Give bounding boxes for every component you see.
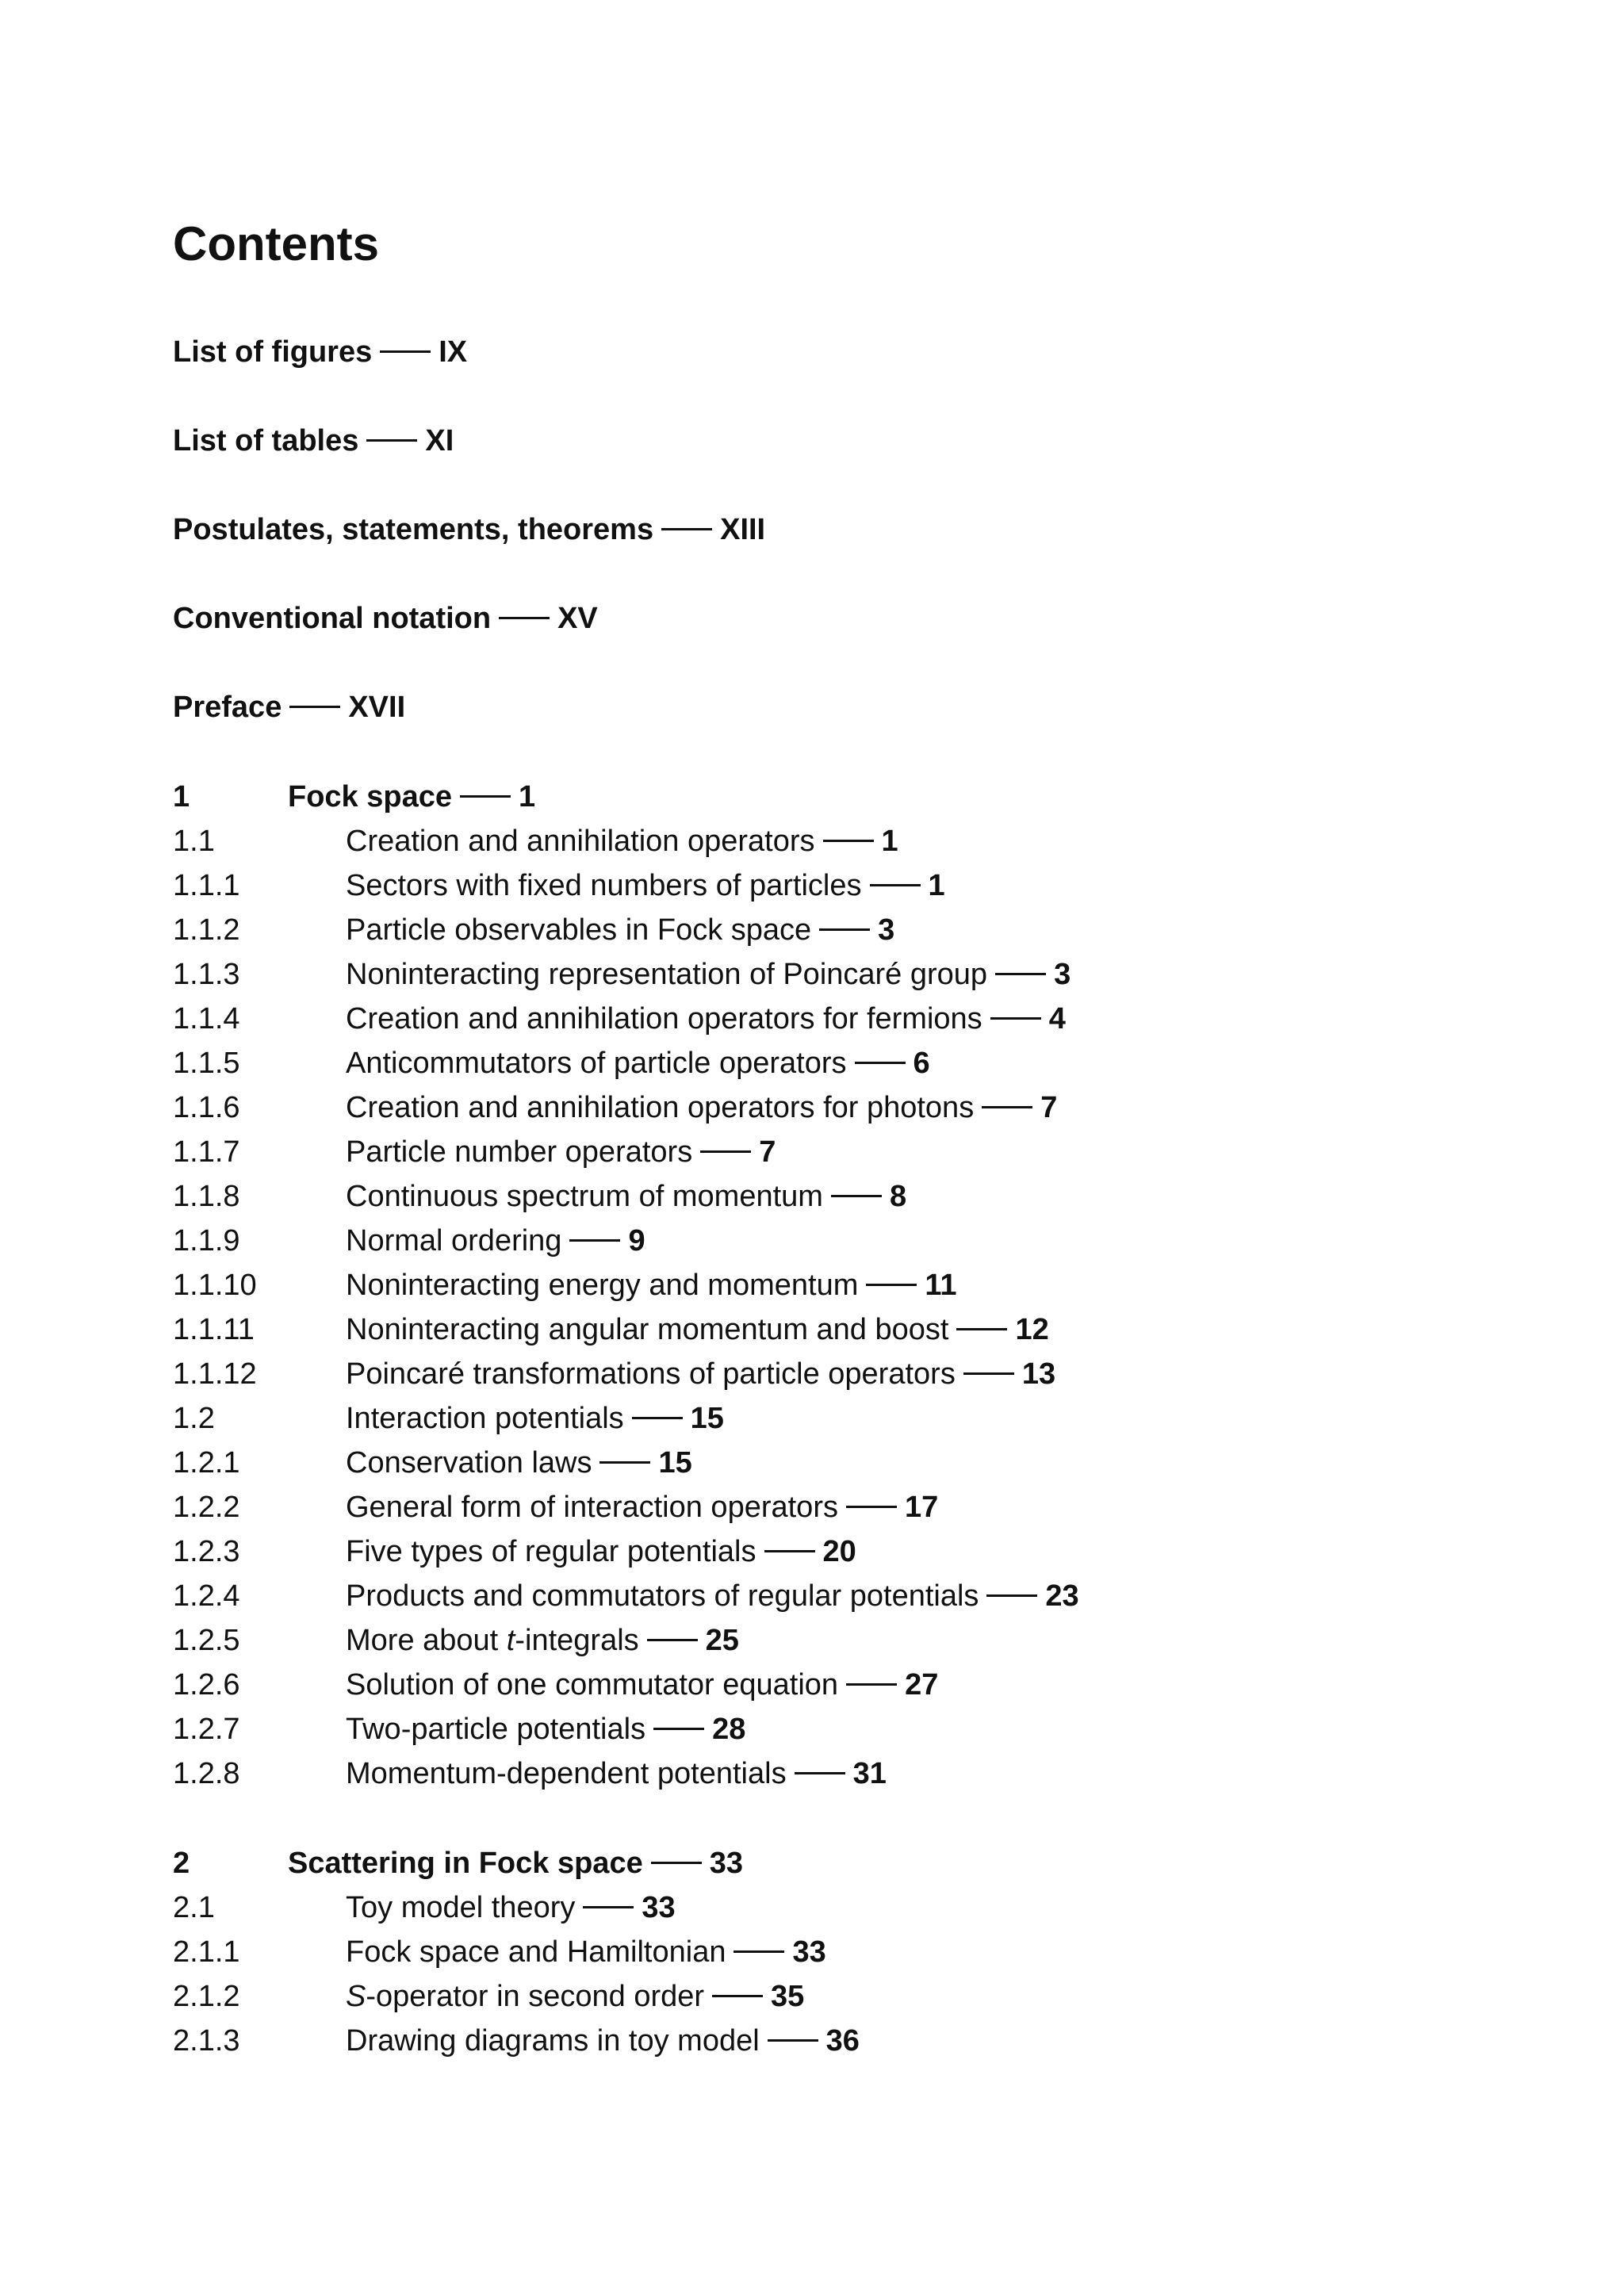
section-number: 1.1.11 xyxy=(173,1313,255,1346)
leader-dash xyxy=(569,1239,620,1242)
leader-dash xyxy=(651,1862,702,1864)
page-reference: 4 xyxy=(1048,1002,1066,1035)
entry-title: List of figures xyxy=(173,335,373,369)
page-reference: 1 xyxy=(519,780,536,813)
section-title: Poincaré transformations of particle operators xyxy=(346,1357,956,1391)
leader-dash xyxy=(986,1594,1037,1597)
toc-entry-postulates[interactable] xyxy=(173,511,765,549)
toc-section-1-2-2[interactable] xyxy=(173,1488,1442,1526)
page-reference: 8 xyxy=(889,1180,907,1213)
section-title-line xyxy=(346,1399,724,1437)
entry-title: List of tables xyxy=(173,424,359,457)
toc-section-2-1[interactable] xyxy=(173,1889,1442,1927)
page-reference: 7 xyxy=(1040,1091,1058,1124)
section-title: Solution of one commutator equation xyxy=(346,1668,839,1702)
leader-dash xyxy=(795,1772,845,1774)
entry-title: Postulates, statements, theorems xyxy=(173,513,654,546)
section-title: Fock space and Hamiltonian xyxy=(346,1935,726,1969)
toc-section-1-1-3[interactable] xyxy=(173,955,1442,993)
page-reference: XV xyxy=(557,602,598,635)
section-number: 1.1.6 xyxy=(173,1091,240,1124)
page-reference: 33 xyxy=(709,1847,743,1880)
section-number: 1.2.6 xyxy=(173,1668,240,1702)
page-reference: 28 xyxy=(712,1713,746,1746)
leader-dash xyxy=(366,439,417,442)
section-number: 1.1.4 xyxy=(173,1002,240,1035)
toc-section-1-2-3[interactable] xyxy=(173,1533,1442,1571)
section-number: 1.1.8 xyxy=(173,1180,240,1213)
toc-section-2-1-1[interactable] xyxy=(173,1933,1442,1971)
toc-section-1-2[interactable] xyxy=(173,1399,1442,1437)
leader-dash xyxy=(733,1950,784,1953)
toc-section-1-2-6[interactable] xyxy=(173,1666,1442,1704)
toc-section-1-1-4[interactable] xyxy=(173,1000,1442,1038)
leader-dash xyxy=(647,1639,698,1641)
toc-section-1-1-7[interactable] xyxy=(173,1133,1442,1171)
page-reference: 33 xyxy=(792,1935,826,1969)
section-title-line xyxy=(346,1977,804,2015)
section-title-line xyxy=(346,911,894,949)
section-title-part: More about xyxy=(346,1624,507,1657)
entry-title: Preface xyxy=(173,691,282,724)
section-title-line xyxy=(346,1933,826,1971)
section-title: Normal ordering xyxy=(346,1224,562,1258)
section-number: 1.2.7 xyxy=(173,1713,240,1746)
section-number: 1.2.1 xyxy=(173,1446,240,1480)
page-reference: 15 xyxy=(658,1446,692,1480)
entry-title: Conventional notation xyxy=(173,602,492,635)
toc-section-1-1-11[interactable] xyxy=(173,1311,1442,1349)
page-reference: 36 xyxy=(825,2024,860,2058)
toc-section-2-1-3[interactable] xyxy=(173,2022,1442,2060)
page-reference: 12 xyxy=(1015,1313,1049,1346)
chapter-title: Scattering in Fock space xyxy=(288,1847,643,1880)
section-number: 1.1 xyxy=(173,825,215,858)
section-title-line xyxy=(346,1177,906,1215)
section-number: 1.2.5 xyxy=(173,1624,240,1657)
leader-dash xyxy=(712,1995,763,1997)
page-reference: 6 xyxy=(913,1047,930,1080)
leader-dash xyxy=(289,706,340,708)
toc-entry-conventional-notation[interactable] xyxy=(173,599,598,637)
section-title: General form of interaction operators xyxy=(346,1491,838,1524)
leader-dash xyxy=(846,1683,897,1686)
toc-chapter-1[interactable] xyxy=(173,778,1442,816)
section-number: 1.1.12 xyxy=(173,1357,257,1391)
section-number: 1.2.8 xyxy=(173,1757,240,1790)
section-title: Momentum-dependent potentials xyxy=(346,1757,787,1790)
section-title: Five types of regular potentials xyxy=(346,1535,756,1568)
page-reference: 11 xyxy=(925,1269,957,1302)
section-title-italic: S xyxy=(346,1980,366,2013)
leader-dash xyxy=(764,1550,815,1552)
section-title: Conservation laws xyxy=(346,1446,592,1480)
section-title-line xyxy=(346,867,945,905)
toc-section-1-1-2[interactable] xyxy=(173,911,1442,949)
page-reference: 1 xyxy=(881,825,898,858)
section-title-line xyxy=(346,1666,938,1704)
page-reference: 3 xyxy=(1054,958,1071,991)
section-title-line xyxy=(346,1089,1057,1127)
section-number: 1.1.3 xyxy=(173,958,240,991)
leader-dash xyxy=(499,617,550,619)
section-number: 1.1.10 xyxy=(173,1269,257,1302)
page-reference: 27 xyxy=(905,1668,939,1702)
page-reference: 7 xyxy=(759,1135,776,1169)
page-reference: IX xyxy=(439,335,468,369)
page-reference: 33 xyxy=(642,1891,676,1924)
leader-dash xyxy=(855,1062,906,1064)
chapter-title-line xyxy=(288,778,535,816)
section-title: Sectors with fixed numbers of particles xyxy=(346,869,862,902)
leader-dash xyxy=(460,795,511,798)
section-title: Particle observables in Fock space xyxy=(346,913,812,947)
section-title-line xyxy=(346,1000,1066,1038)
section-title-line xyxy=(346,1533,856,1571)
chapter-title: Fock space xyxy=(288,780,452,813)
page-reference: 25 xyxy=(705,1624,739,1657)
toc-section-1-1-5[interactable] xyxy=(173,1044,1442,1082)
toc-section-2-1-2[interactable] xyxy=(173,1977,1442,2015)
section-title: Creation and annihilation operators for photons xyxy=(346,1091,975,1124)
section-title-line xyxy=(346,1755,887,1793)
leader-dash xyxy=(380,350,431,353)
leader-dash xyxy=(653,1728,704,1730)
toc-entry-preface[interactable] xyxy=(173,688,405,726)
chapter-number: 2 xyxy=(173,1847,190,1880)
leader-dash xyxy=(700,1150,751,1153)
toc-section-1-2-8[interactable] xyxy=(173,1755,1442,1793)
toc-section-1-1-9[interactable] xyxy=(173,1222,1442,1260)
leader-dash xyxy=(632,1417,683,1419)
section-title: Noninteracting energy and momentum xyxy=(346,1269,859,1302)
toc-section-1-1-12[interactable] xyxy=(173,1355,1442,1393)
section-title: Creation and annihilation operators for fermions xyxy=(346,1002,982,1035)
section-number: 2.1.1 xyxy=(173,1935,240,1969)
section-number: 1.1.1 xyxy=(173,869,240,902)
toc-section-1-2-1[interactable] xyxy=(173,1444,1442,1482)
section-title: Anticommutators of particle operators xyxy=(346,1047,847,1080)
section-title: Continuous spectrum of momentum xyxy=(346,1180,823,1213)
chapter-number: 1 xyxy=(173,780,190,813)
page-title: Contents xyxy=(173,217,379,270)
section-number: 1.1.5 xyxy=(173,1047,240,1080)
leader-dash xyxy=(995,973,1046,975)
section-title: Noninteracting angular momentum and boost xyxy=(346,1313,949,1346)
section-title-line xyxy=(346,1044,930,1082)
section-title-line xyxy=(346,1889,676,1927)
leader-dash xyxy=(831,1195,882,1197)
section-title-line xyxy=(346,1488,938,1526)
page-reference: XVII xyxy=(348,691,406,724)
page-reference: 17 xyxy=(904,1491,939,1524)
leader-dash xyxy=(870,884,921,886)
section-title-line xyxy=(346,1710,745,1748)
leader-dash xyxy=(599,1461,650,1464)
section-title-italic: t xyxy=(506,1624,515,1657)
section-number: 1.2 xyxy=(173,1402,215,1435)
section-title: Products and commutators of regular potentials xyxy=(346,1579,979,1613)
page-reference: 20 xyxy=(822,1535,856,1568)
section-title-line xyxy=(346,1133,776,1171)
section-number: 1.1.9 xyxy=(173,1224,240,1258)
page-reference: 35 xyxy=(771,1980,805,2013)
toc-entry-list-of-tables[interactable] xyxy=(173,422,454,460)
page-reference: 23 xyxy=(1045,1579,1079,1613)
section-title: Noninteracting representation of Poincaré group xyxy=(346,958,988,991)
section-title: Two-particle potentials xyxy=(346,1713,646,1746)
section-title-part: -operator in second order xyxy=(366,1980,705,2013)
toc-entry-list-of-figures[interactable] xyxy=(173,333,467,371)
section-title-line xyxy=(346,955,1071,993)
page-reference: XIII xyxy=(720,513,766,546)
section-title: Creation and annihilation operators xyxy=(346,825,815,858)
section-number: 1.1.2 xyxy=(173,913,240,947)
leader-dash xyxy=(661,528,712,530)
toc-section-1-2-4[interactable] xyxy=(173,1577,1442,1615)
section-title-line xyxy=(346,1444,692,1482)
section-title-line xyxy=(346,1222,645,1260)
section-title-line xyxy=(346,1266,957,1304)
section-title-line xyxy=(346,1311,1049,1349)
page-reference: 15 xyxy=(690,1402,724,1435)
page-reference: 31 xyxy=(852,1757,887,1790)
section-number: 2.1.2 xyxy=(173,1980,240,2013)
leader-dash xyxy=(819,928,870,931)
section-title: Particle number operators xyxy=(346,1135,693,1169)
toc-section-1-1-1[interactable] xyxy=(173,867,1442,905)
leader-dash xyxy=(583,1906,634,1908)
toc-section-1-1-8[interactable] xyxy=(173,1177,1442,1215)
chapter-title-line xyxy=(288,1844,743,1882)
section-number: 1.2.2 xyxy=(173,1491,240,1524)
section-title: Interaction potentials xyxy=(346,1402,624,1435)
section-title-line xyxy=(346,1577,1079,1615)
section-title: Toy model theory xyxy=(346,1891,576,1924)
section-number: 1.2.3 xyxy=(173,1535,240,1568)
section-title-part: -integrals xyxy=(515,1624,639,1657)
page-reference: 9 xyxy=(628,1224,645,1258)
page-reference: 3 xyxy=(878,913,895,947)
page-reference: XI xyxy=(425,424,454,457)
toc-section-1-2-5[interactable] xyxy=(173,1621,1442,1659)
toc-section-1-2-7[interactable] xyxy=(173,1710,1442,1748)
leader-dash xyxy=(982,1106,1032,1108)
leader-dash xyxy=(768,2039,818,2042)
leader-dash xyxy=(990,1017,1041,1020)
section-title-line xyxy=(346,822,898,860)
toc-section-1-1[interactable] xyxy=(173,822,1442,860)
section-title-line xyxy=(346,2022,860,2060)
section-title-line xyxy=(346,1355,1055,1393)
leader-dash xyxy=(823,840,874,842)
leader-dash xyxy=(866,1284,917,1286)
leader-dash xyxy=(846,1506,897,1508)
section-number: 1.2.4 xyxy=(173,1579,240,1613)
section-title: Drawing diagrams in toy model xyxy=(346,2024,760,2058)
toc-section-1-1-6[interactable] xyxy=(173,1089,1442,1127)
page-reference: 1 xyxy=(928,869,945,902)
leader-dash xyxy=(956,1328,1007,1330)
toc-chapter-2[interactable] xyxy=(173,1844,1442,1882)
page-reference: 13 xyxy=(1021,1357,1056,1391)
section-number: 2.1.3 xyxy=(173,2024,240,2058)
toc-page xyxy=(173,0,1521,2293)
toc-section-1-1-10[interactable] xyxy=(173,1266,1442,1304)
leader-dash xyxy=(963,1372,1014,1375)
section-title-line xyxy=(346,1621,739,1659)
section-number: 1.1.7 xyxy=(173,1135,240,1169)
section-number: 2.1 xyxy=(173,1891,215,1924)
